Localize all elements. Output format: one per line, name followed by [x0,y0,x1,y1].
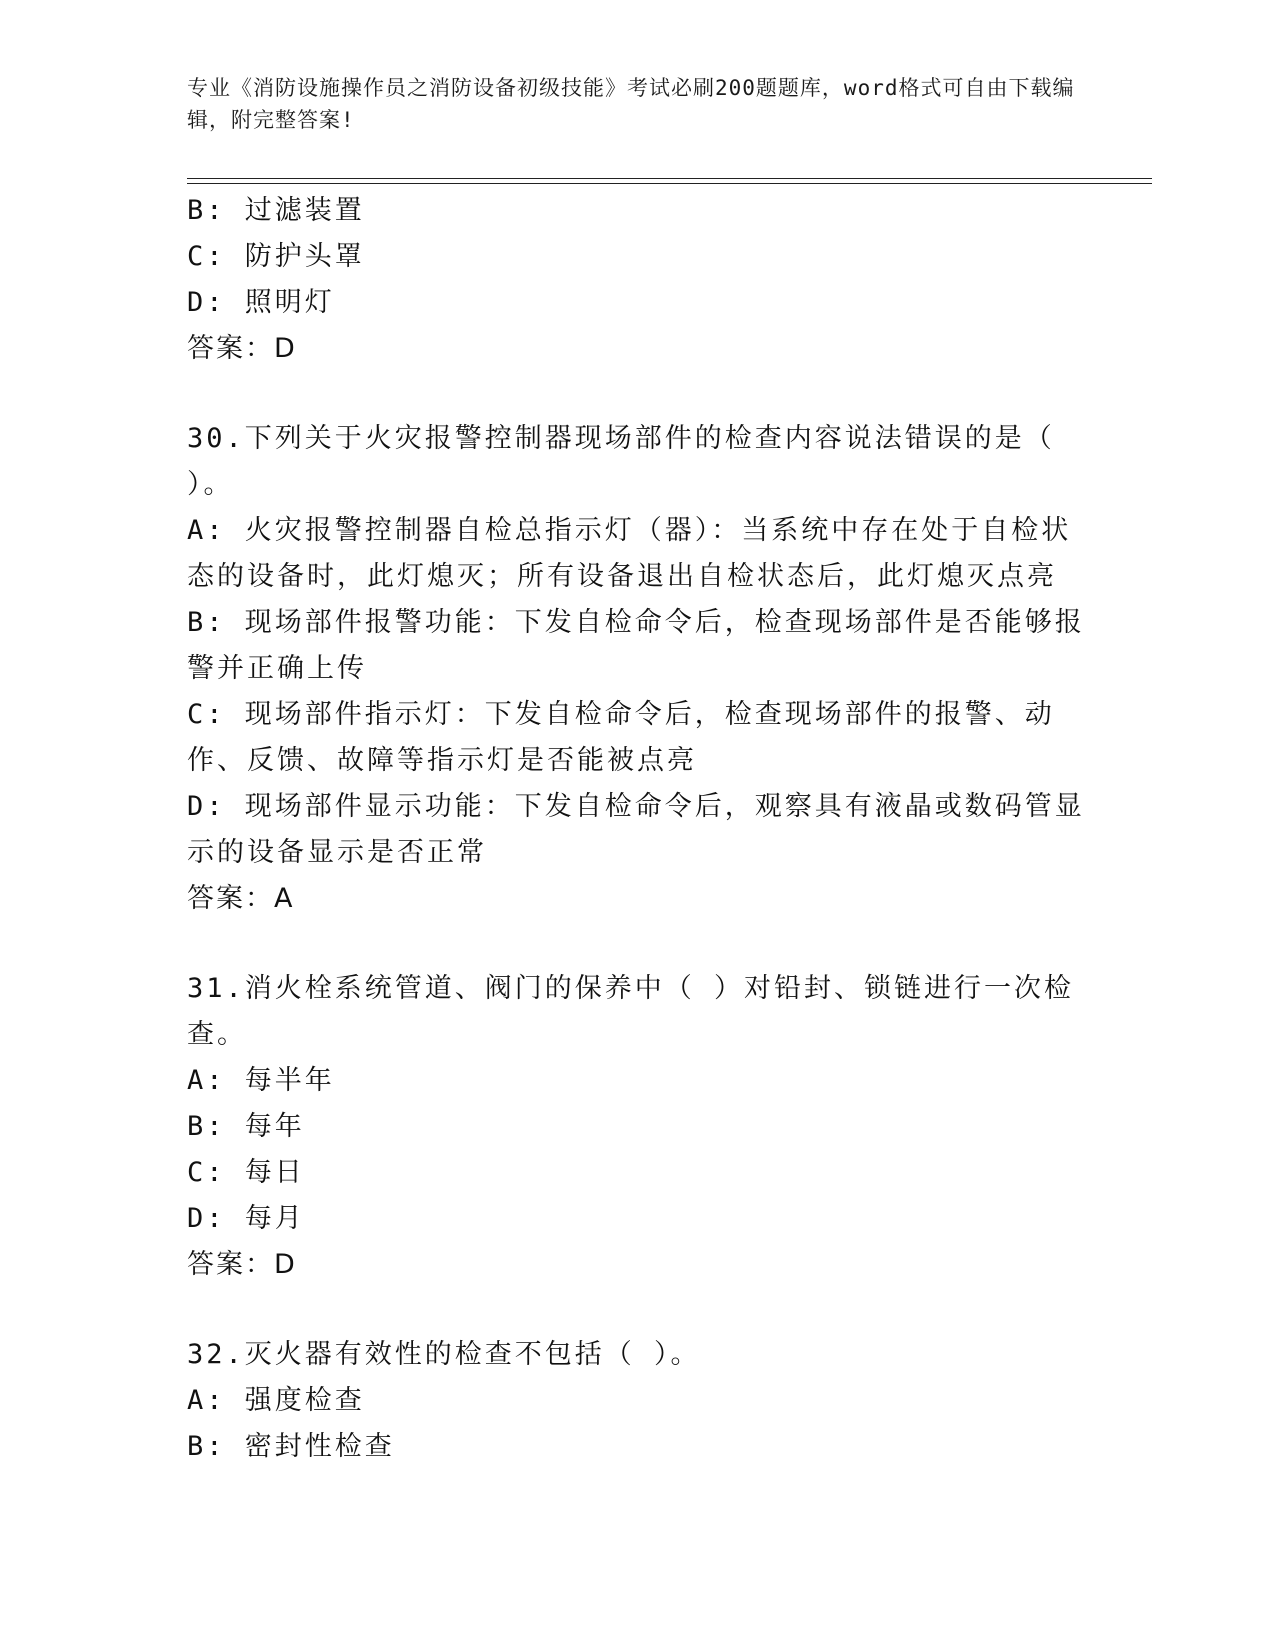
option-b: B: 密封性检查 [187,1431,395,1462]
question-29-continued [187,188,1087,372]
option-a: A: 每半年 [187,1065,335,1096]
option-c: C: 现场部件指示灯：下发自检命令后，检查现场部件的报警、动作、反馈、故障等指示灯是否能被点亮 [187,699,1055,776]
document-header: 专业《消防设施操作员之消防设备初级技能》考试必刷200题题库，word格式可自由下载编辑，附完整答案! [187,76,1075,132]
spacer [187,372,1087,416]
question-stem: 32.灭火器有效性的检查不包括（ ）。 [187,1339,701,1370]
spacer [187,1288,1087,1332]
spacer [187,922,1087,966]
option-c: C: 每日 [187,1157,305,1188]
option-b: B: 现场部件报警功能：下发自检命令后，检查现场部件是否能够报警并正确上传 [187,607,1085,684]
document-body [187,188,1087,1470]
option-b: B: 每年 [187,1111,305,1142]
header-rule-bottom [187,183,1152,184]
option-d: D: 现场部件显示功能：下发自检命令后，观察具有液晶或数码管显示的设备显示是否正常 [187,791,1085,868]
option-b: B: 过滤装置 [187,195,365,226]
option-c: C: 防护头罩 [187,241,365,272]
option-d: D: 每月 [187,1203,305,1234]
question-stem: 31.消火栓系统管道、阀门的保养中（ ）对铅封、锁链进行一次检查。 [187,973,1075,1050]
option-a: A: 强度检查 [187,1385,365,1416]
question-31 [187,966,1087,1288]
header-rule-top [187,178,1152,179]
question-30 [187,416,1087,922]
answer-line: 答案：D [187,1249,297,1280]
answer-line: 答案：A [187,883,295,914]
option-d: D: 照明灯 [187,287,335,318]
answer-line: 答案：D [187,333,297,364]
option-a: A: 火灾报警控制器自检总指示灯（器）：当系统中存在处于自检状态的设备时，此灯熄灭；所有设备退出自检状态后，此灯熄灭点亮 [187,515,1072,592]
question-stem: 30.下列关于火灾报警控制器现场部件的检查内容说法错误的是（ ）。 [187,423,1055,500]
question-32 [187,1332,1087,1470]
